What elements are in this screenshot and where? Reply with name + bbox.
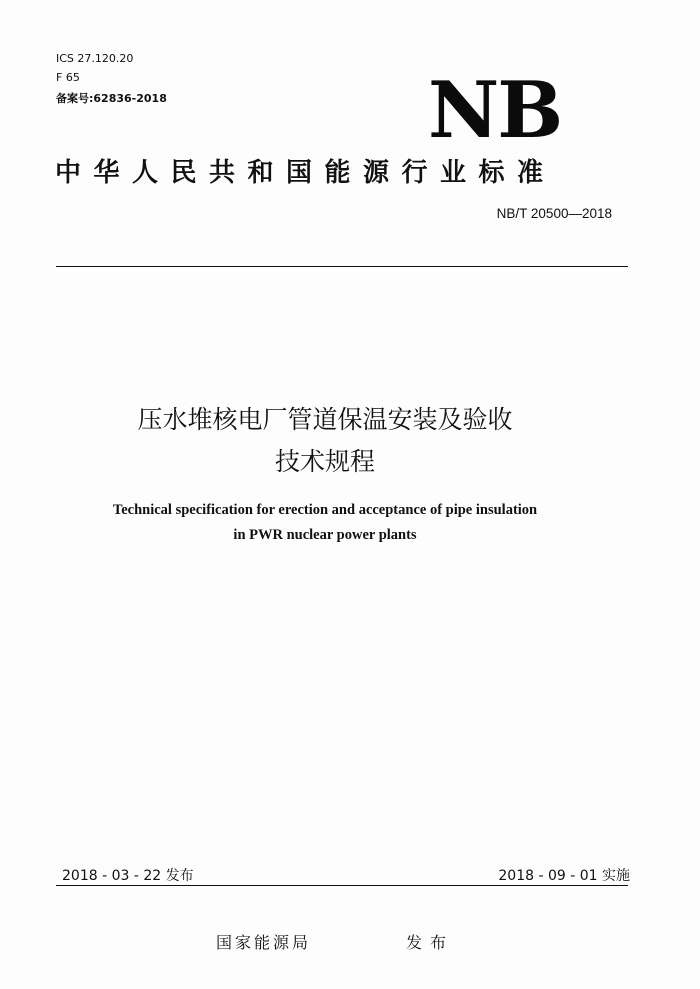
title-cn-line2: 技术规程: [274, 447, 375, 476]
nb-logo: NB: [428, 65, 562, 156]
issuer-name: 国家能源局: [216, 933, 312, 952]
publish-label: 发布: [406, 933, 455, 952]
standard-type-heading: 中华人民共和国能源行业标准: [55, 158, 556, 188]
ccs-code: F 65: [56, 71, 80, 84]
title-cn-line1: 压水堆核电厂管道保温安装及验收: [137, 405, 513, 434]
bottom-divider: [56, 885, 628, 886]
implementation-date: 2018 - 09 - 01 实施: [498, 868, 630, 884]
title-en-line1: Technical specification for erection and acceptance of pipe insulation: [112, 502, 538, 518]
top-divider: [56, 266, 628, 267]
record-number: 备案号:62836-2018: [56, 92, 167, 105]
issue-date: 2018 - 03 - 22 发布: [62, 868, 194, 884]
title-en-line2: in PWR nuclear power plants: [233, 527, 417, 543]
standard-number: NB/T 20500—2018: [496, 206, 612, 221]
ics-code: ICS 27.120.20: [56, 52, 134, 65]
